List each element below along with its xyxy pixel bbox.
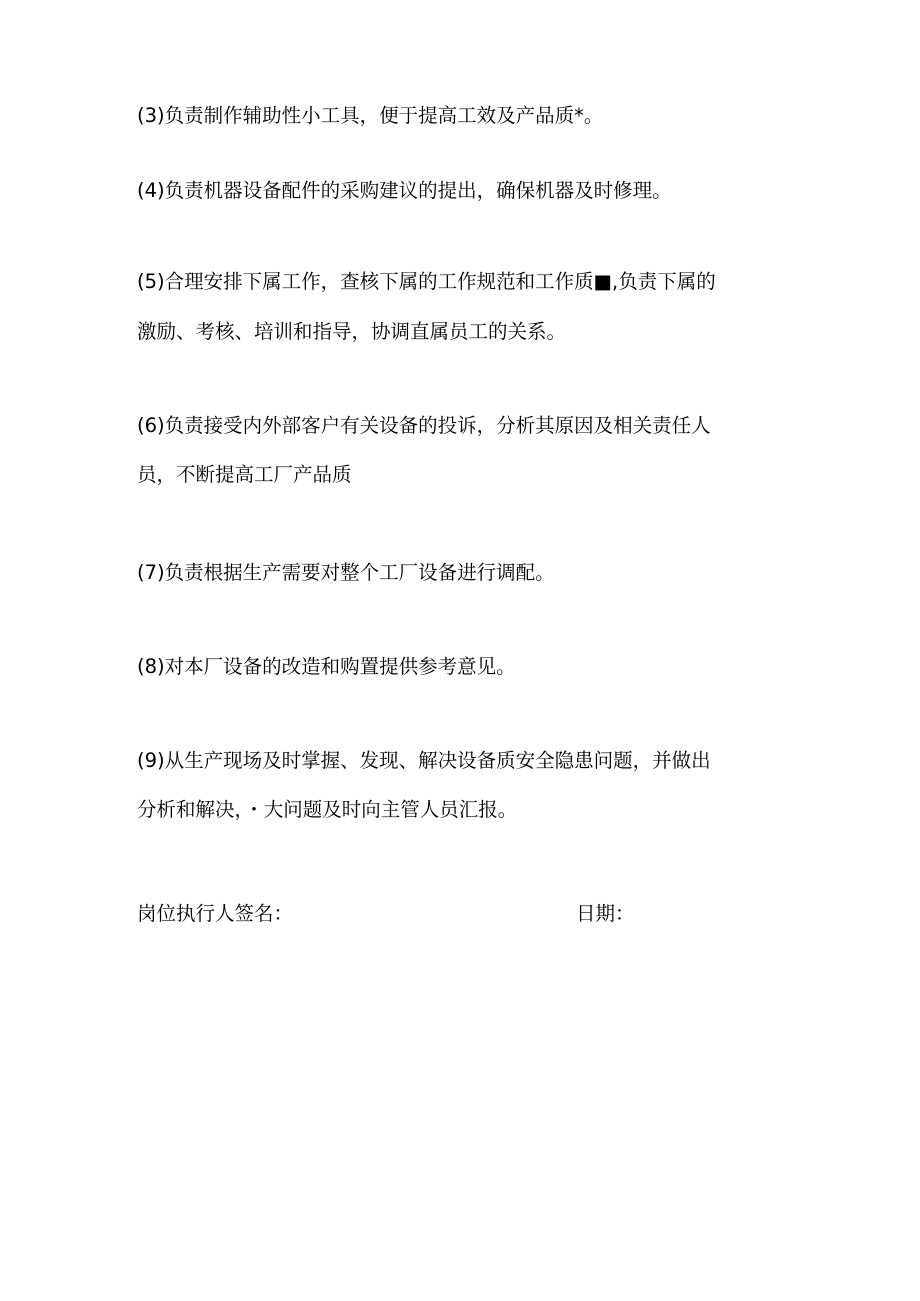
duty-item-7: (7)负责根据生产需要对整个工厂设备进行调配。 <box>137 561 555 584</box>
duty-item-6-line-1: (6)负责接受内外部客户有关设备的投诉，分析其原因及相关责任人 <box>137 414 711 437</box>
duty-item-3: (3)负责制作辅助性小工具，便于提高工效及产品质*。 <box>137 104 604 127</box>
signature-label: 岗位执行人签名： <box>137 902 294 925</box>
duty-item-9-line-2: 分析和解决，・大问题及时向主管人员汇报。 <box>137 798 518 821</box>
duty-item-5-line-2: 激励、考核、培训和指导，协调直属员工的关系。 <box>137 320 567 343</box>
duty-item-5-line-1: (5)合理安排下属工作，查核下属的工作规范和工作质■,负责下属的 <box>137 270 716 293</box>
duty-item-6-line-2: 员，不断提高工厂产品质 <box>137 463 352 486</box>
duty-item-8: (8)对本厂设备的改造和购置提供参考意见。 <box>137 655 516 678</box>
date-label: 日期： <box>576 902 635 925</box>
duty-item-9-line-1: (9)从生产现场及时掌握、发现、解决设备质安全隐患问题，并做出 <box>137 749 711 772</box>
duty-item-4: (4)负责机器设备配件的采购建议的提出，确保机器及时修理。 <box>137 179 672 202</box>
